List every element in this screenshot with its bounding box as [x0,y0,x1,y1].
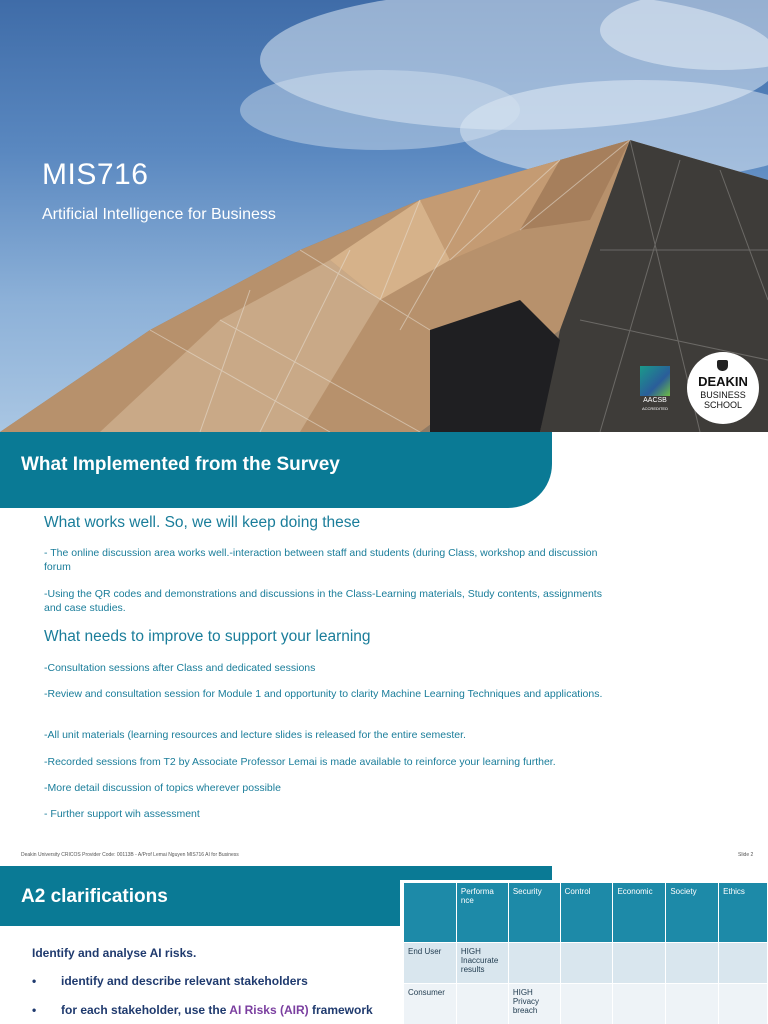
slide-title-banner [0,432,552,508]
bullet-item [32,974,308,988]
deakin-name: DEAKIN [698,374,748,389]
table-cell [560,984,613,1024]
deakin-business-school-logo [687,352,759,424]
table-header-cell: Ethics [719,883,768,943]
improve-heading: What needs to improve to support your learning [44,628,371,645]
improve-item: -Review and consultation session for Module 1 and opportunity to clarity Machine Learning Techniques and applications. [44,688,603,700]
table-cell [613,984,666,1024]
air-framework-highlight: AI Risks (AIR) [229,1003,309,1017]
improve-item: -Recorded sessions from T2 by Associate Professor Lemai is made available to reinforce your learning further. [44,756,556,768]
aacsb-logo-mark [640,366,670,396]
bullet-icon: • [32,1003,37,1017]
table-row [404,943,768,984]
bullet-item [32,1003,373,1017]
table-cell: HIGH Inaccurate results [456,943,508,984]
aacsb-logo [638,366,672,412]
survey-slide [0,432,768,866]
slide-title-banner [0,866,400,926]
table-header-cell: Economic [613,883,666,943]
improve-item: -More detail discussion of topics wherever possible [44,782,281,794]
table-header-row [404,883,768,943]
course-title: Artificial Intelligence for Business [42,206,276,223]
title-slide [0,0,768,432]
table-header-cell: Security [508,883,560,943]
table-header-cell [404,883,457,943]
table-cell [560,943,613,984]
improve-item: -Consultation sessions after Class and dedicated sessions [44,662,316,674]
improve-item: - Further support wih assessment [44,808,200,820]
slide-footer: Deakin University CRICOS Provider Code: 00113B - A/Prof Lemai Nguyen MIS716 AI for Business [21,852,239,858]
bullet-text: for each stakeholder, use the AI Risks (AIR) framework [61,1003,373,1017]
bullet-text: identify and describe relevant stakeholders [61,974,308,988]
table-row [404,984,768,1024]
ai-risk-table [403,882,768,1024]
works-item: -Using the QR codes and demonstrations and discussions in the Class-Learning materials, Study contents, assignments and case studies. [44,588,602,614]
table-cell [666,984,719,1024]
table-cell: HIGH Privacy breach [508,984,560,1024]
table-cell [508,943,560,984]
table-cell: End User [404,943,457,984]
works-well-heading: What works well. So, we will keep doing these [44,514,361,531]
intro-text: Identify and analyse AI risks. [32,946,197,960]
table-cell [456,984,508,1024]
course-code: MIS716 [42,158,149,191]
slide-title: A2 clarifications [21,886,168,907]
table-header-cell: Society [666,883,719,943]
table-cell [719,984,768,1024]
deakin-school-name: BUSINESS SCHOOL [700,390,746,410]
bullet-icon: • [32,974,37,988]
improve-item: -All unit materials (learning resources and lecture slides is released for the entire semester. [44,729,466,741]
slide-number: Slide 2 [738,852,754,858]
table-cell: Consumer [404,984,457,1024]
table-cell [666,943,719,984]
works-item: - The online discussion area works well.-interaction between staff and students (during Class, workshop and discussion forum [44,547,598,573]
slide-title: What Implemented from the Survey [21,454,340,475]
a2-clarifications-slide [0,866,768,1024]
aacsb-logo-text: AACSB ACCREDITED [641,397,668,411]
table-cell [613,943,666,984]
table-cell [719,943,768,984]
table-header-cell: Control [560,883,613,943]
deakin-crest-icon [717,360,728,371]
table-header-cell: Performa nce [456,883,508,943]
